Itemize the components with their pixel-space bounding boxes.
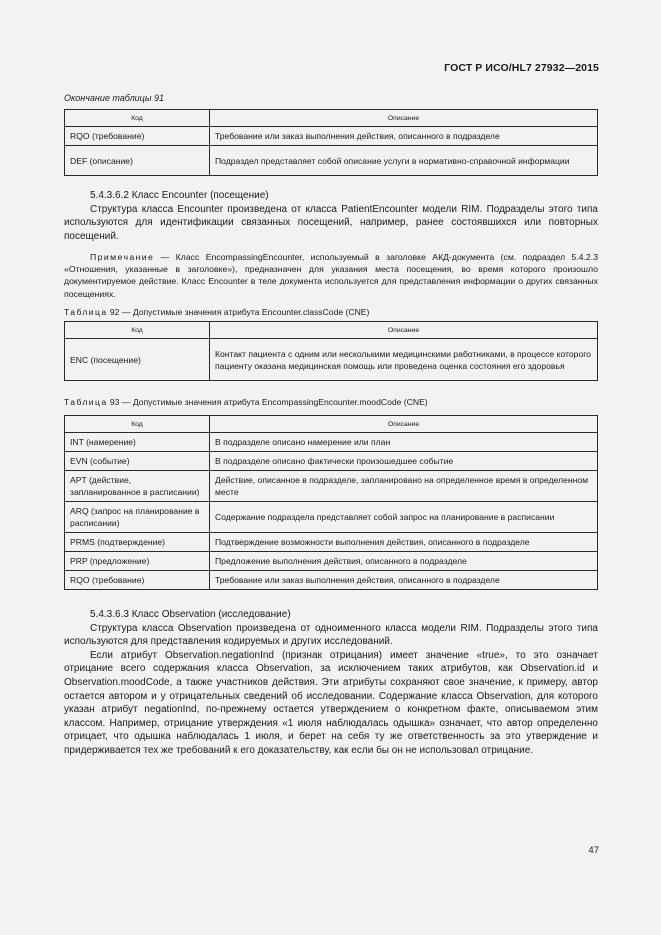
table-row (65, 533, 598, 552)
table92-caption (64, 307, 369, 317)
header-code: Код (65, 416, 210, 433)
cell-description: Контакт пациента с одним или несколькими медицинскими работниками, в процессе которого пациенту оказана медицинская помощь или проведена оценка состояния его здоровья (210, 339, 598, 381)
cell-description: Подтверждение возможности выполнения действия, описанного в подразделе (210, 533, 598, 552)
section-observation (64, 608, 598, 758)
table93 (64, 415, 598, 590)
cell-description: Подраздел представляет собой описание услуги в нормативно-справочной информации (210, 146, 598, 176)
table-row (65, 146, 598, 176)
caption-text: 92 — Допустимые значения атрибута Encounter.classCode (CNE) (107, 307, 370, 317)
header-description: Описание (210, 110, 598, 127)
cell-code: DEF (описание) (65, 146, 210, 176)
section-heading: 5.4.3.6.2 Класс Encounter (посещение) (90, 190, 269, 201)
cell-description: Действие, описанное в подразделе, запланировано на определенное время в определенном месте (210, 471, 598, 502)
page-number: 47 (588, 845, 599, 856)
cell-code: RQO (требование) (65, 127, 210, 146)
table-header-row (65, 322, 598, 339)
table-row (65, 571, 598, 590)
cell-description: Требование или заказ выполнения действия, описанного в подразделе (210, 127, 598, 146)
paragraph: Если атрибут Observation.negationInd (признак отрицания) имеет значение «true», то это означает отрицание всего содержания класса Observation, за исключением таких атрибутов, как Observation.id и Observation.moodCode, а также участников действия. Эти атрибуты сохраняют свое значение, к примеру, автор остается автором и у отрицательных сведений об исследовании. Содержание класса Observation, для которого указан атрибут negationInd, по-прежнему остается утверждением о конкретном факте, описываемом этим классом. Например, отрицание утверждения «1 июля наблюдалась одышка» означает, что автор определенно отрицает, что одышка наблюдалась 1 июля, и берет на себя ту же ответственность за это утверждение и придерживается тех же требований к его доказательству, как если бы он не использовал отрицание. (64, 649, 598, 756)
note-label: Примечание (90, 252, 155, 262)
note (64, 251, 598, 300)
table-row (65, 502, 598, 533)
table-row (65, 452, 598, 471)
cell-description: Требование или заказ выполнения действия, описанного в подразделе (210, 571, 598, 590)
table-label: Таблица (64, 307, 108, 317)
document-code: ГОСТ Р ИСО/HL7 27932—2015 (444, 62, 599, 74)
cell-description: Содержание подраздела представляет собой запрос на планирование в расписании (210, 502, 598, 533)
table-row (65, 471, 598, 502)
table-label: Таблица (64, 397, 108, 407)
cell-code: PRMS (подтверждение) (65, 533, 210, 552)
table91 (64, 109, 598, 176)
table-row (65, 552, 598, 571)
table-row (65, 433, 598, 452)
header-code: Код (65, 110, 210, 127)
table91-caption: Окончание таблицы 91 (64, 93, 164, 103)
paragraph: Структура класса Observation произведена от одноименного класса модели RIM. Подразделы этого типа используются для представления кодируемых и других исследований. (64, 622, 598, 648)
table-header-row (65, 416, 598, 433)
note-text: — Класс EncompassingEncounter, используемый в заголовке АКД-документа (см. подраздел 5.4.2.3 «Отношения, указанные в заголовке»), предназначен для указания места посещения, во время которого произошло документируемое действие. Класс Encounter в теле документа используется для представления информации о других связанных посещениях. (64, 252, 598, 299)
table-row (65, 339, 598, 381)
cell-description: В подразделе описано фактически произошедшее событие (210, 452, 598, 471)
header-description: Описание (210, 322, 598, 339)
cell-code: APT (действие, запланированное в расписании) (65, 471, 210, 502)
table93-caption (64, 397, 428, 407)
section-heading: 5.4.3.6.3 Класс Observation (исследование) (90, 609, 291, 620)
header-code: Код (65, 322, 210, 339)
cell-code: ARQ (запрос на планирование в расписании) (65, 502, 210, 533)
caption-text: 93 — Допустимые значения атрибута EncompassingEncounter.moodCode (CNE) (107, 397, 428, 407)
cell-code: RQO (требование) (65, 571, 210, 590)
header-description: Описание (210, 416, 598, 433)
table-row (65, 127, 598, 146)
cell-code: PRP (предложение) (65, 552, 210, 571)
cell-code: ENC (посещение) (65, 339, 210, 381)
table-header-row (65, 110, 598, 127)
cell-code: INT (намерение) (65, 433, 210, 452)
table92 (64, 321, 598, 381)
paragraph: Структура класса Encounter произведена от класса PatientEncounter модели RIM. Подразделы этого типа используются для идентификации связанных посещений, например, ранее состоявшихся или повторных посещений. (64, 203, 598, 242)
cell-description: В подразделе описано намерение или план (210, 433, 598, 452)
section-encounter (64, 189, 598, 243)
cell-code: EVN (событие) (65, 452, 210, 471)
cell-description: Предложение выполнения действия, описанного в подразделе (210, 552, 598, 571)
